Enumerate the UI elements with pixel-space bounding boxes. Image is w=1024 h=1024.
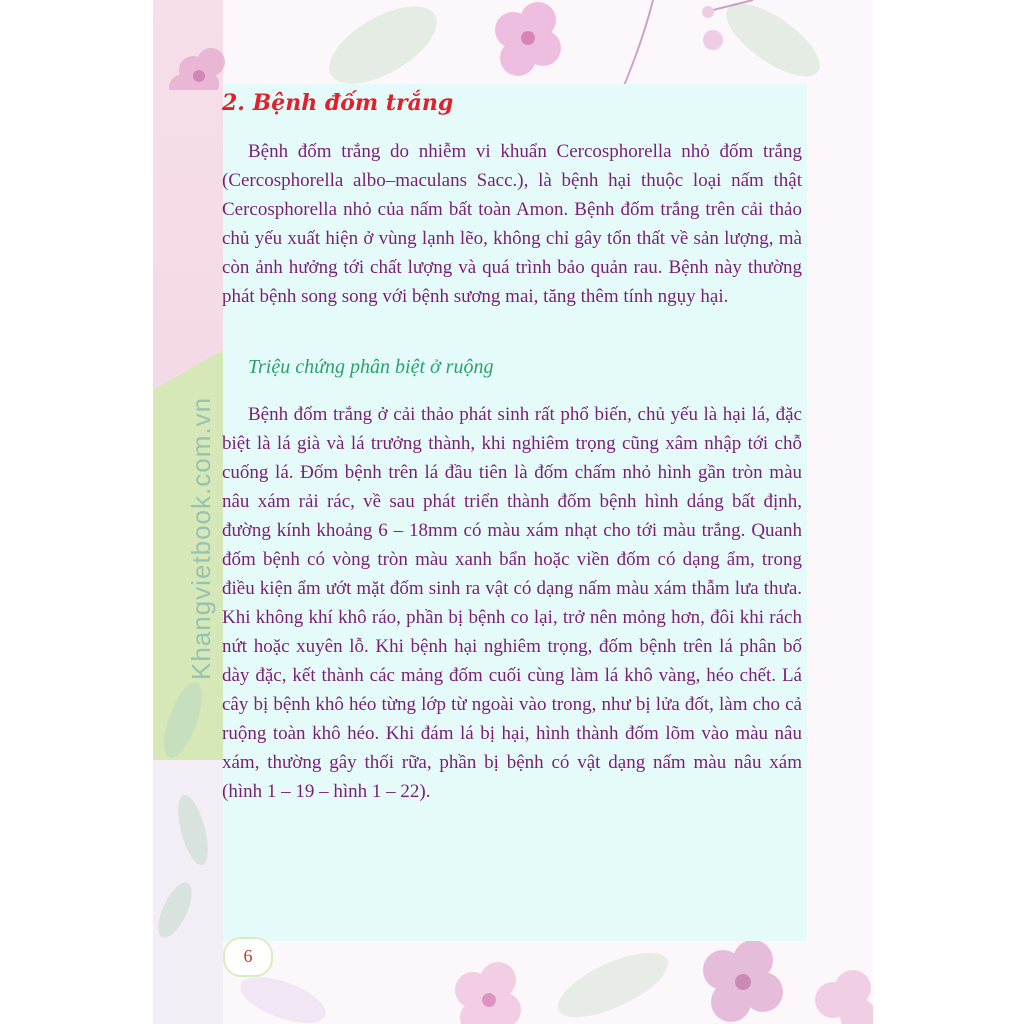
watermark: Khangvietbook.com.vn (186, 396, 216, 680)
page-number: 6 (223, 937, 273, 977)
paragraph-symptoms: Bệnh đốm trắng ở cải thảo phát sinh rất phổ biến, chủ yếu là hại lá, đặc biệt là lá già và lá trưởng thành, khi nghiêm trọng cũng xâm nhập tới chỗ cuống lá. Đốm bệnh trên lá đầu tiên là đốm chấm nhỏ hình gần tròn màu nâu xám rải rác, về sau phát triển thành đốm bệnh hình dáng bất định, đường kính khoảng 6 – 18mm có màu xám nhạt cho tới màu trắng. Quanh đốm bệnh có vòng tròn màu xanh bẩn hoặc viền đốm có dạng ẩm, trong điều kiện ẩm ướt mặt đốm sinh ra vật có dạng nấm màu xám thẫm lưa thưa. Khi không khí khô ráo, phần bị bệnh co lại, trở nên mỏng hơn, đôi khi rách nứt hoặc xuyên lỗ. Khi bệnh hại nghiêm trọng, đốm bệnh trên lá phân bố dày đặc, kết thành các mảng đốm cuối cùng làm lá khô vàng, héo chết. Lá cây bị bệnh khô héo từng lớp từ ngoài vào trong, như bị lửa đốt, làm cho cả ruộng toàn khô héo. Khi đám lá bị hại, hình thành đốm lõm vào màu nâu xám, thường gây thối rữa, phần bị bệnh có vật dạng nấm màu nâu xám (hình 1 – 19 – hình 1 – 22). (222, 404, 802, 802)
flower-icon (169, 48, 225, 90)
top-floral-decoration (153, 0, 873, 90)
paragraph-intro: Bệnh đốm trắng do nhiễm vi khuẩn Cercosphorella nhỏ đốm trắng (Cercosphorella albo–maculans Sacc.), là bệnh hại thuộc loại nấm thật Cercosphorella nhỏ của nấm bất toàn Amon. Bệnh đốm trắng trên cải thảo chủ yếu xuất hiện ở vùng lạnh lẽo, không chỉ gây tổn thất về sản lượng, mà còn ảnh hưởng tới chất lượng và quá trình bảo quản rau. Bệnh này thường phát bệnh song song với bệnh sương mai, tăng thêm tính ngụy hại. (222, 141, 802, 307)
subheading: Triệu chứng phân biệt ở ruộng (248, 356, 494, 378)
flower-icon (703, 940, 783, 1022)
flower-icon (495, 2, 561, 76)
flower-icon (455, 962, 521, 1024)
leaf-icon (235, 940, 677, 1024)
side-leaf-decoration (153, 680, 223, 940)
leaf-icon (153, 680, 214, 940)
section-title: 2. Bệnh đốm trắng (222, 90, 454, 116)
leaf-icon (317, 0, 831, 90)
flower-icon (815, 970, 873, 1024)
